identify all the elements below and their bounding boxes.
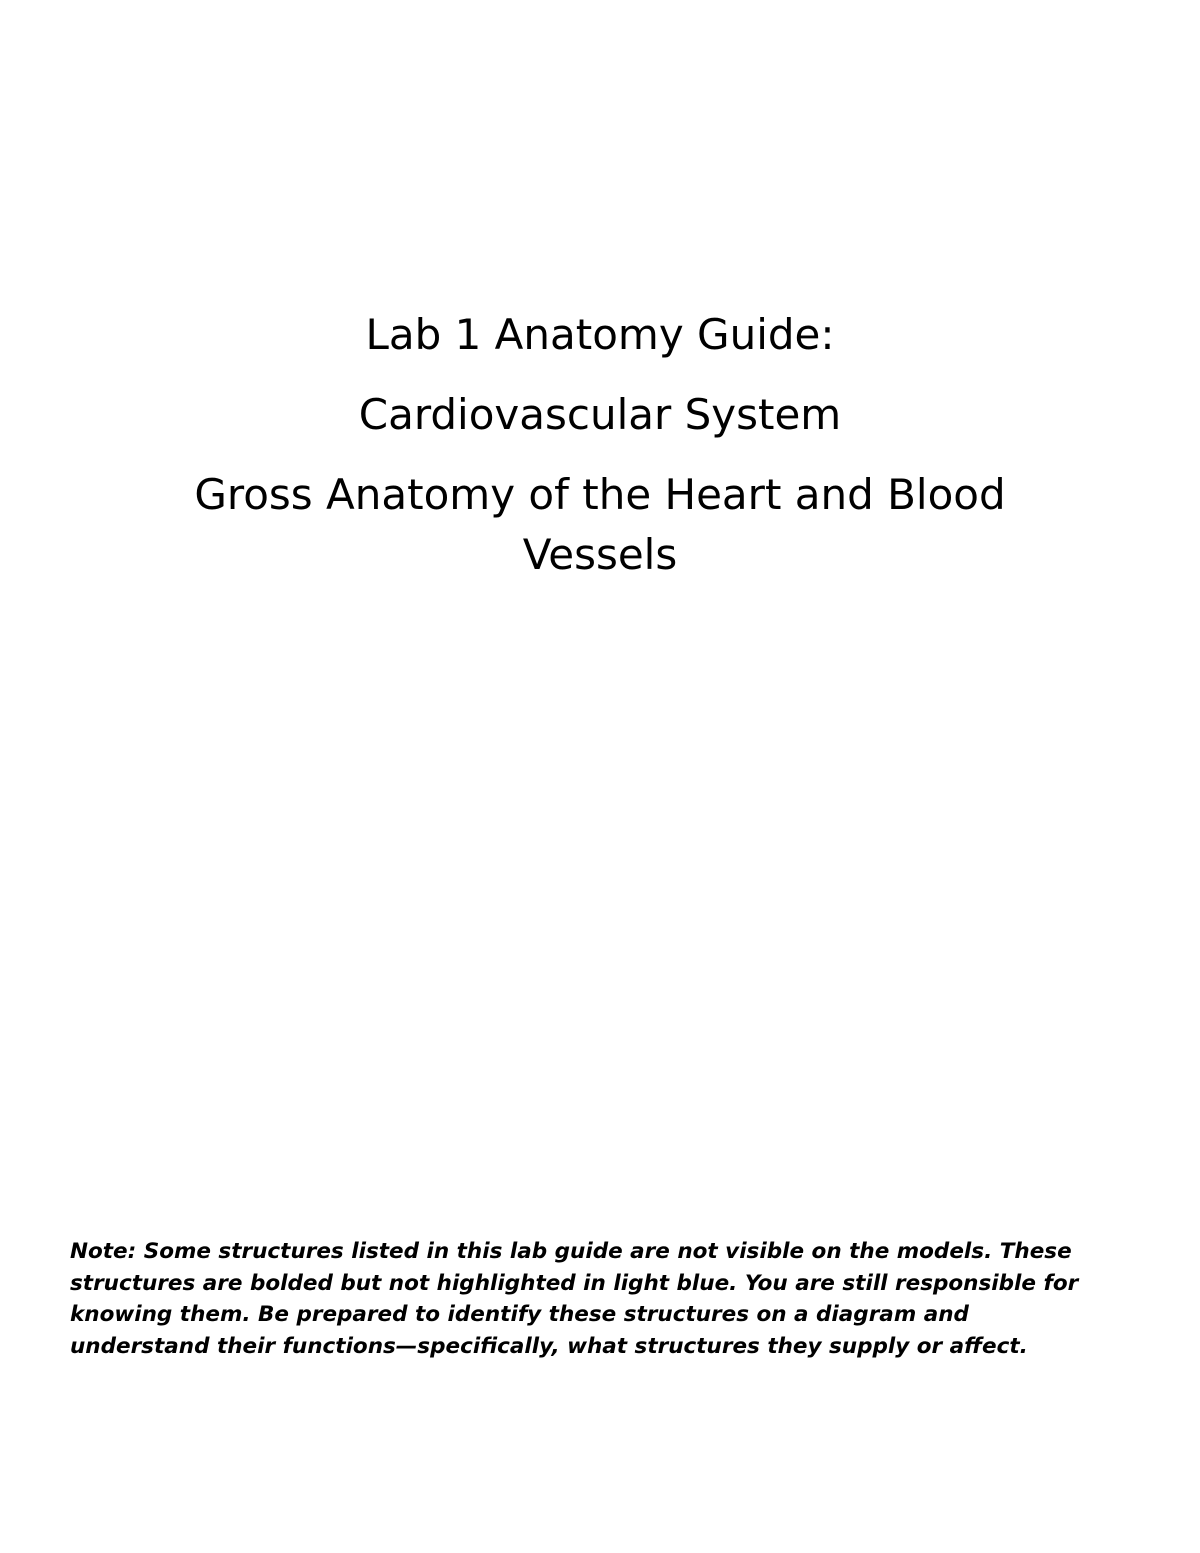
note-paragraph: Note: Some structures listed in this lab guide are not visible on the models. These structures are bolded but not highlighted in light blue. You are still responsible for knowing them. Be prepared to identify these structures on a diagram and understand their functions—specifically, what structures they supply or affect. bbox=[70, 1239, 1079, 1359]
document-subtitle: Cardiovascular System bbox=[358, 390, 842, 439]
document-title: Lab 1 Anatomy Guide: bbox=[365, 310, 835, 359]
document-topic: Gross Anatomy of the Heart and Blood Vessels bbox=[194, 470, 1006, 579]
title-block bbox=[0, 305, 1200, 605]
